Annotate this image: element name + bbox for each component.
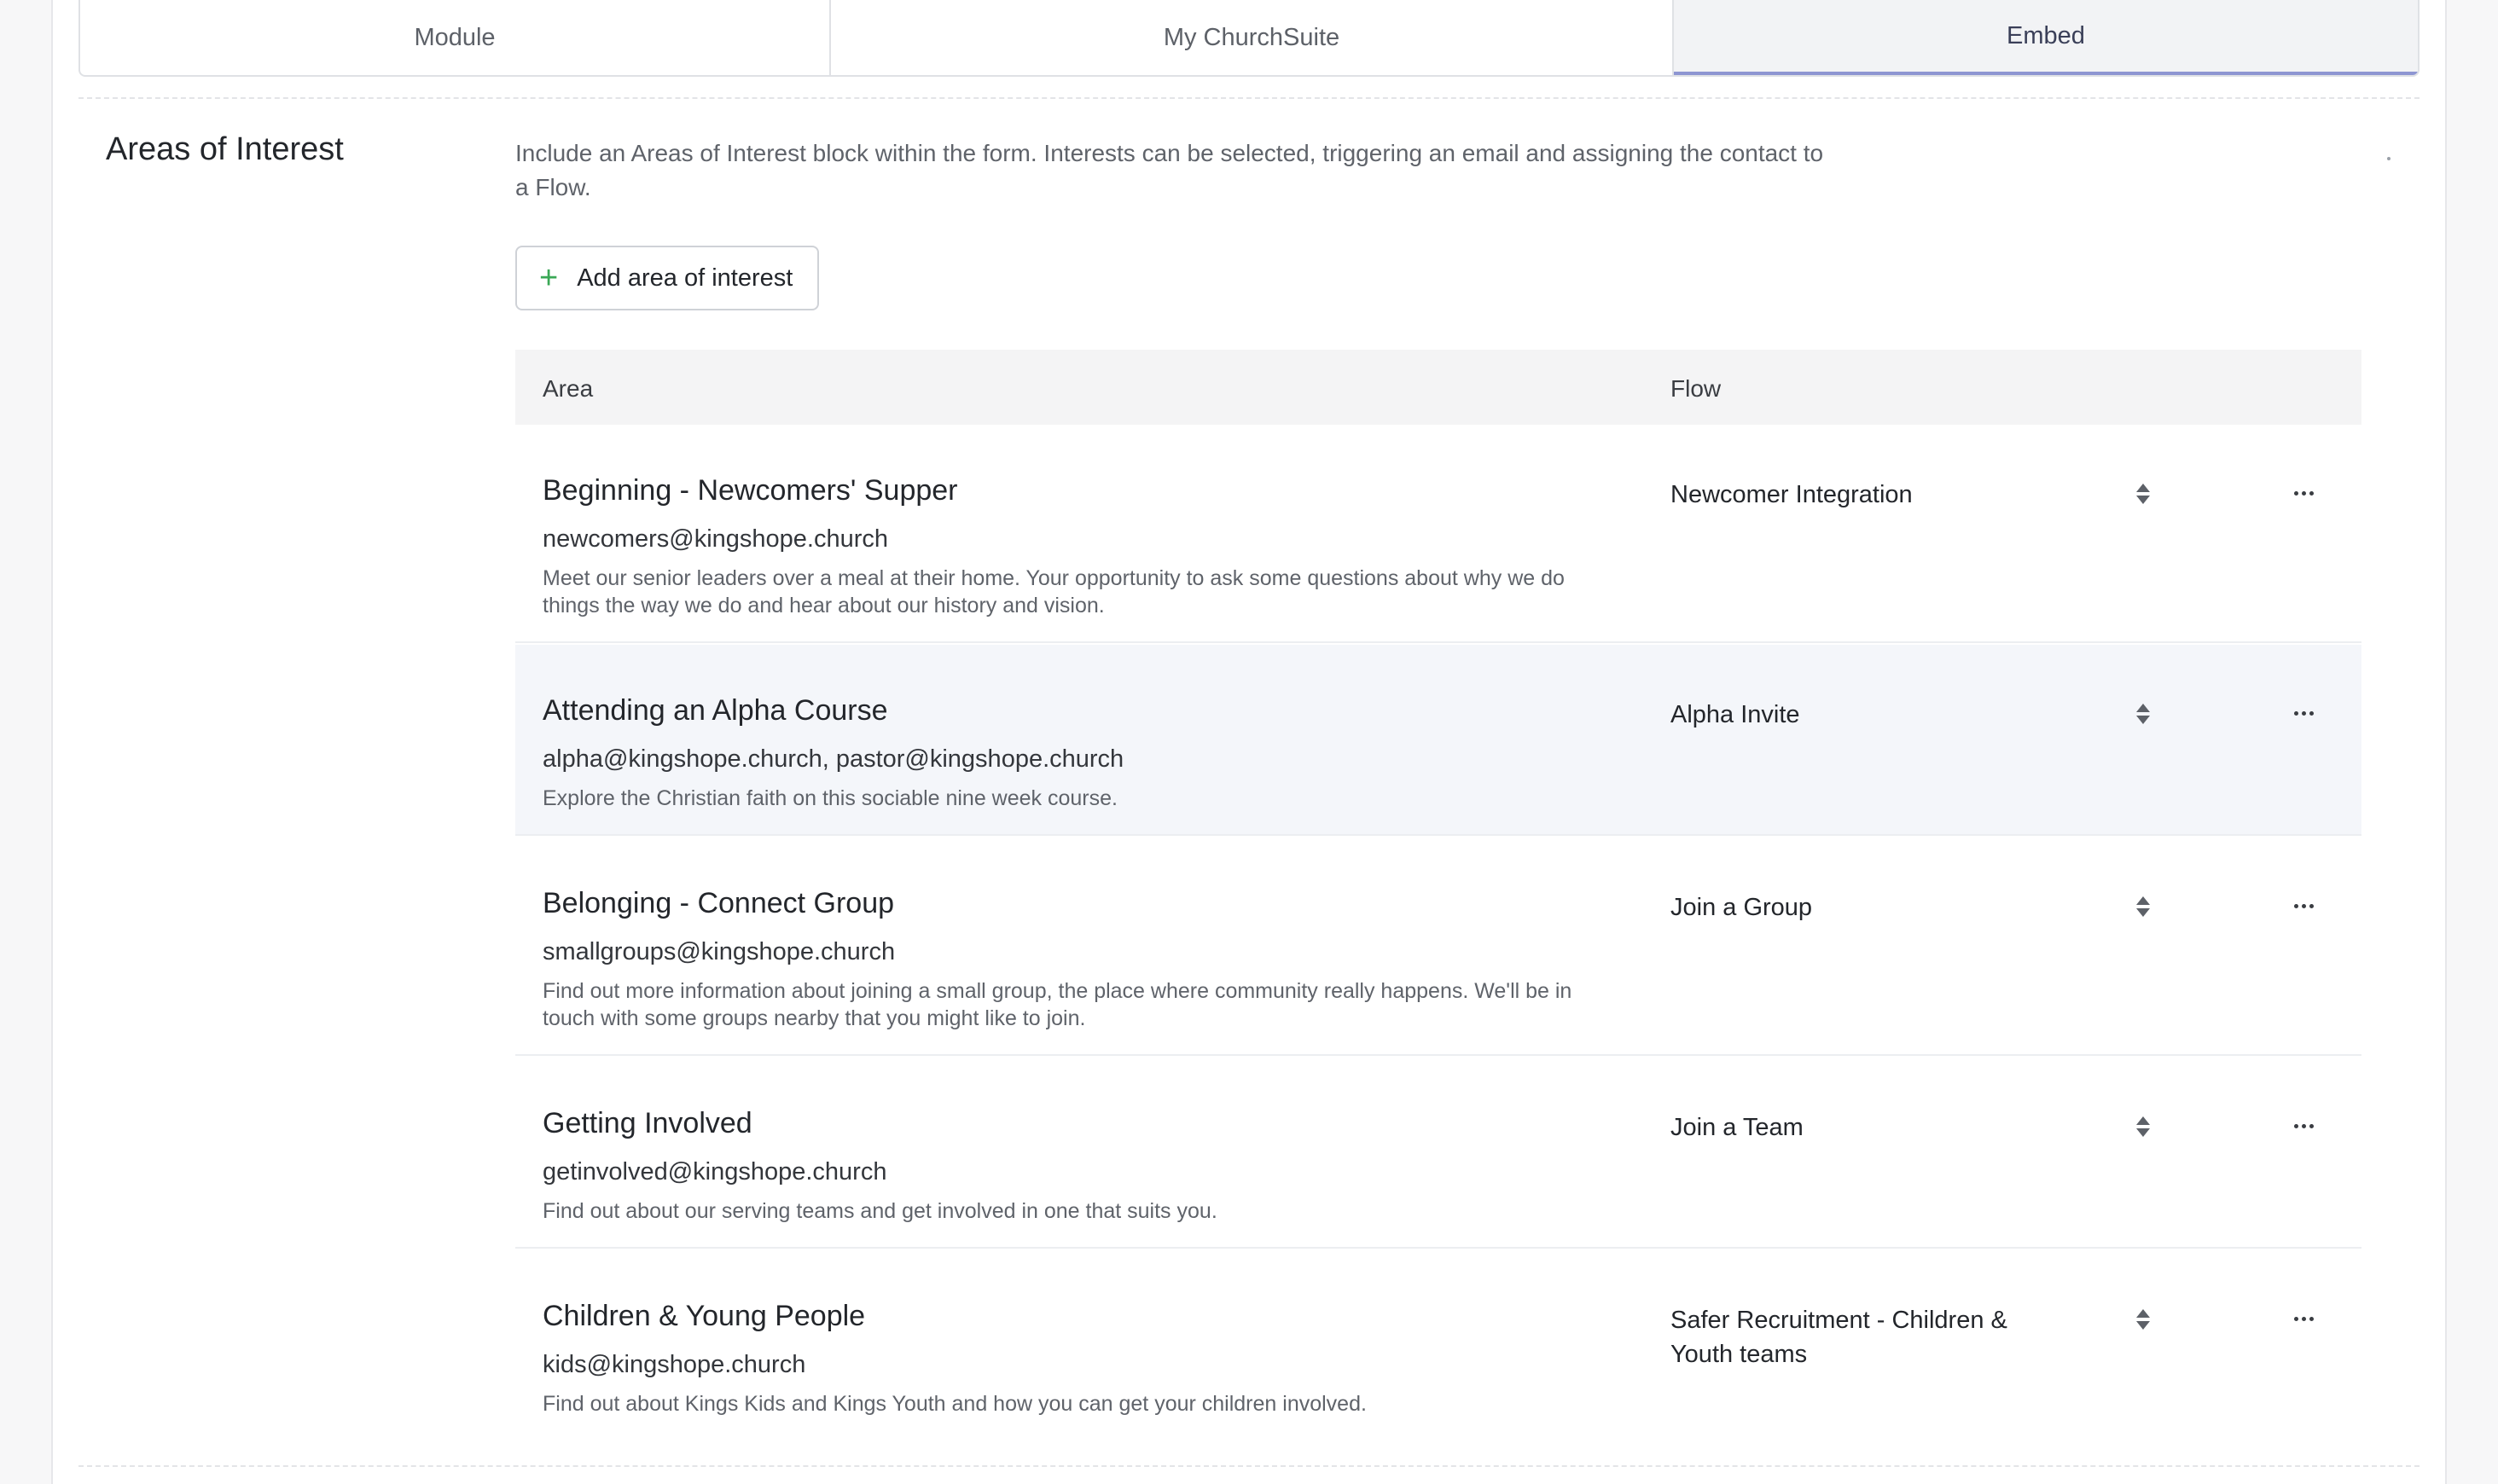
section-divider xyxy=(78,1465,2420,1467)
flow-select[interactable]: Join a Team xyxy=(1670,1114,1804,1141)
section-title: Areas of Interest xyxy=(106,131,344,167)
area-email: kids@kingshope.church xyxy=(543,1351,806,1378)
table-row xyxy=(515,1250,2361,1441)
add-area-of-interest-label: Add area of interest xyxy=(577,264,793,292)
decorative-dot xyxy=(2387,157,2391,160)
area-name: Belonging - Connect Group xyxy=(543,887,895,919)
area-description: Find out more information about joining a small group, the place where community really happens. We'll be in touch with some groups nearby that you might like to join. xyxy=(543,979,1572,1030)
column-header-area: Area xyxy=(543,375,594,402)
table-row xyxy=(515,1058,2361,1249)
section-divider xyxy=(78,97,2420,99)
area-name: Children & Young People xyxy=(543,1300,866,1332)
tab-embed[interactable]: Embed xyxy=(1674,0,2418,75)
more-options-icon[interactable] xyxy=(2286,1303,2321,1334)
sort-handle-icon[interactable] xyxy=(2133,894,2153,919)
table-row xyxy=(515,425,2361,643)
area-email: smallgroups@kingshope.church xyxy=(543,938,896,965)
sort-handle-icon[interactable] xyxy=(2133,701,2153,727)
area-name: Beginning - Newcomers' Supper xyxy=(543,474,958,507)
flow-select[interactable]: Join a Group xyxy=(1670,894,1813,921)
more-options-icon[interactable] xyxy=(2286,1110,2321,1141)
tab-bar xyxy=(78,0,2420,77)
area-name: Getting Involved xyxy=(543,1107,752,1139)
table-row xyxy=(515,838,2361,1056)
tab-module[interactable]: Module xyxy=(80,0,831,75)
flow-select[interactable]: Newcomer Integration xyxy=(1670,481,1913,508)
area-name: Attending an Alpha Course xyxy=(543,694,888,727)
more-options-icon[interactable] xyxy=(2286,478,2321,508)
column-header-flow: Flow xyxy=(1670,375,1722,402)
area-description: Find out about Kings Kids and Kings Youth and how you can get your children involved. xyxy=(543,1392,1367,1416)
more-options-icon[interactable] xyxy=(2286,698,2321,728)
area-description: Find out about our serving teams and get involved in one that suits you. xyxy=(543,1199,1217,1223)
flow-select[interactable]: Safer Recruitment - Children & Youth teams xyxy=(1670,1307,2007,1368)
more-options-icon[interactable] xyxy=(2286,890,2321,921)
table-header xyxy=(515,350,2361,425)
area-description: Meet our senior leaders over a meal at their home. Your opportunity to ask some questions about why we do things the way we do and hear about our history and vision. xyxy=(543,566,1565,617)
area-email: newcomers@kingshope.church xyxy=(543,525,889,553)
area-description: Explore the Christian faith on this sociable nine week course. xyxy=(543,786,1118,810)
area-email: alpha@kingshope.church, pastor@kingshope.church xyxy=(543,745,1124,773)
plus-icon: + xyxy=(539,260,559,296)
table-row xyxy=(515,645,2361,836)
flow-select[interactable]: Alpha Invite xyxy=(1670,701,1800,728)
sort-handle-icon[interactable] xyxy=(2133,481,2153,507)
sort-handle-icon[interactable] xyxy=(2133,1114,2153,1139)
add-area-of-interest-button[interactable] xyxy=(515,246,819,310)
tab-my-churchsuite[interactable]: My ChurchSuite xyxy=(831,0,1674,75)
section-description: Include an Areas of Interest block within the form. Interests can be selected, triggering an email and assigning the contact to a Flow. xyxy=(515,140,1824,200)
sort-handle-icon[interactable] xyxy=(2133,1307,2153,1332)
area-email: getinvolved@kingshope.church xyxy=(543,1158,887,1185)
